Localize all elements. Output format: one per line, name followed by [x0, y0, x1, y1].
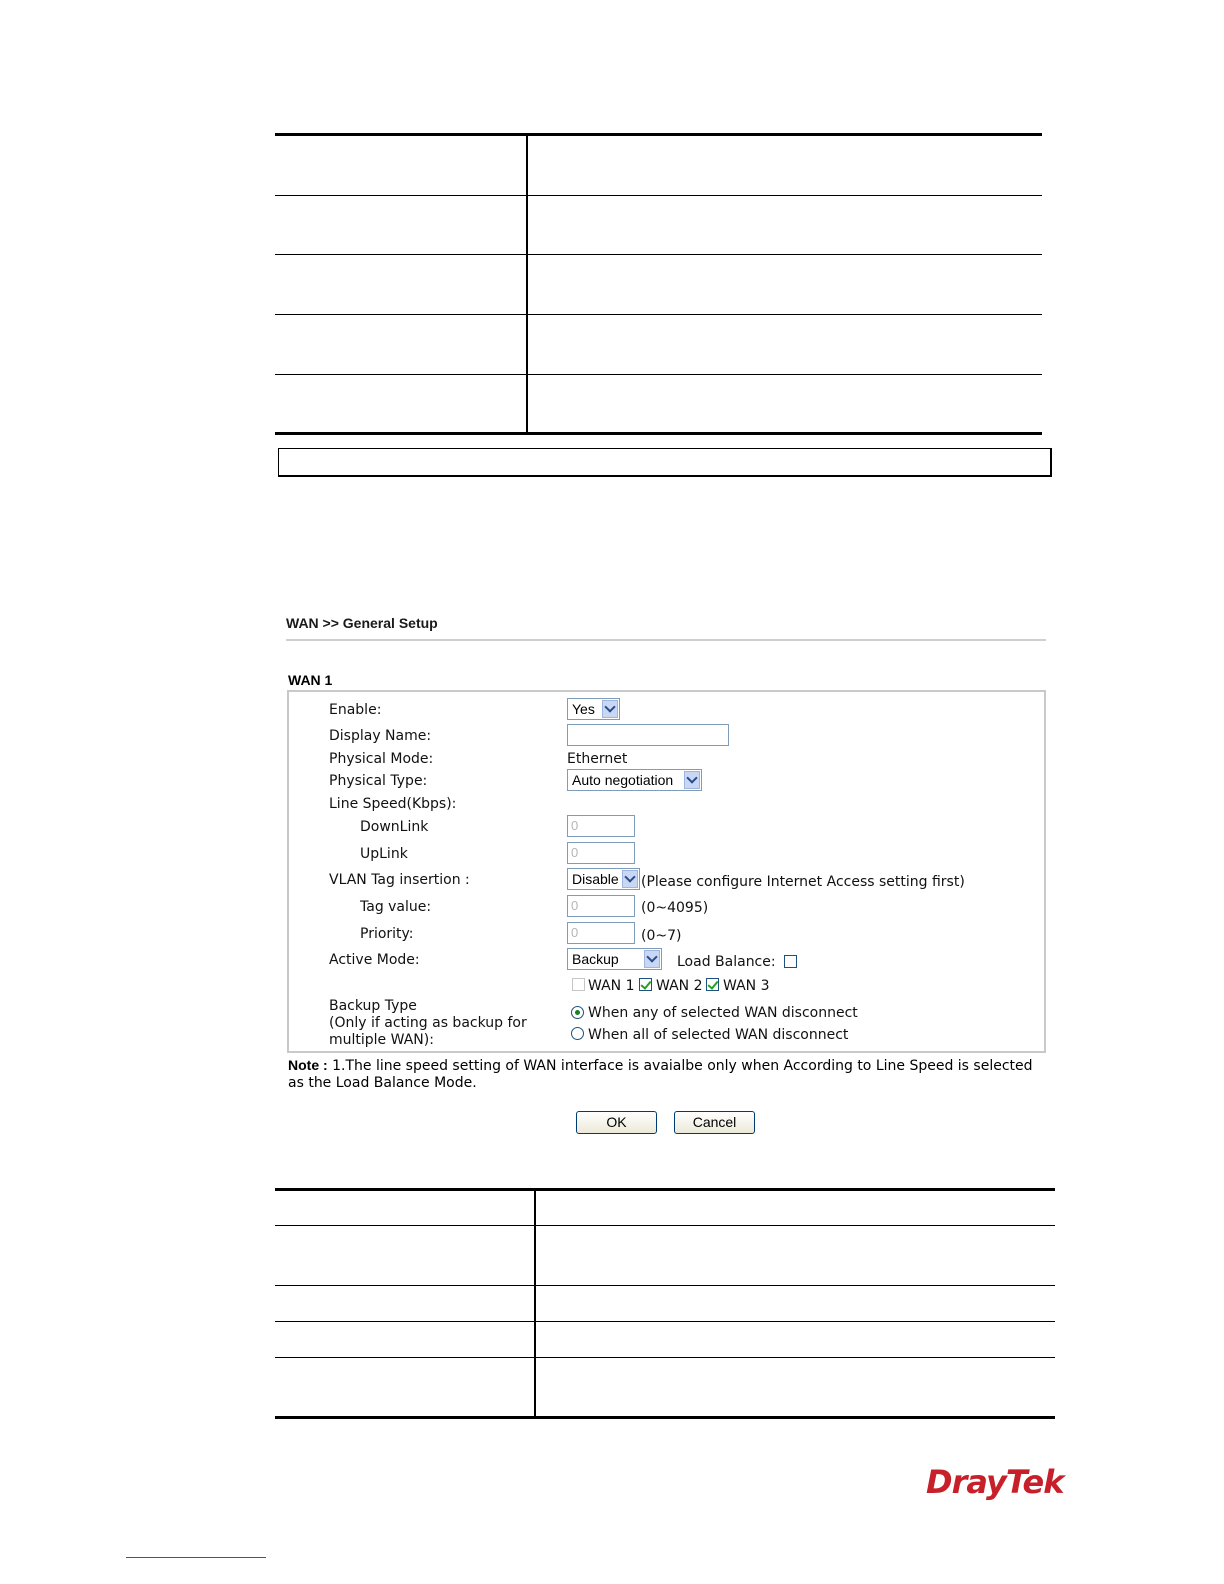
footer-link-underline — [126, 1557, 266, 1558]
table-column-divider — [534, 1188, 536, 1419]
backup-any-radio[interactable] — [571, 1006, 584, 1019]
active-mode-select[interactable] — [567, 948, 662, 970]
table-rule — [275, 254, 1042, 255]
breadcrumb: WAN >> General Setup — [286, 615, 438, 631]
table-rule — [275, 195, 1042, 196]
chevron-down-icon — [602, 700, 618, 718]
table-column-divider — [526, 133, 528, 435]
priority-input[interactable]: 0 — [567, 922, 635, 944]
table-rule — [275, 1188, 1055, 1191]
table-rule — [275, 1416, 1055, 1419]
wan2-checkbox[interactable] — [639, 978, 652, 991]
wan1-checkbox-label: WAN 1 — [588, 978, 635, 994]
priority-label: Priority: — [360, 926, 414, 942]
display-name-label: Display Name: — [329, 728, 432, 744]
table-rule — [275, 1321, 1055, 1322]
tag-value-range: (0~4095) — [641, 900, 709, 916]
title-divider — [286, 639, 1046, 641]
backup-type-sublabel: (Only if acting as backup for — [329, 1015, 527, 1031]
backup-all-label: When all of selected WAN disconnect — [588, 1027, 849, 1043]
vlan-hint: (Please configure Internet Access setting first) — [641, 874, 965, 890]
chevron-down-icon — [684, 771, 700, 789]
wan3-checkbox-label: WAN 3 — [723, 978, 770, 994]
load-balance-checkbox[interactable] — [784, 955, 797, 968]
wan1-checkbox[interactable] — [572, 978, 585, 991]
downlink-input[interactable]: 0 — [567, 815, 635, 837]
bottom-description-table — [275, 1188, 1055, 1419]
tag-value-label: Tag value: — [360, 899, 432, 915]
table-rule — [275, 374, 1042, 375]
backup-type-label: Backup Type — [329, 998, 417, 1014]
vlan-tag-select-value: Disable — [572, 871, 619, 887]
tag-value-input[interactable]: 0 — [567, 895, 635, 917]
table-rule — [275, 1357, 1055, 1358]
physical-mode-value: Ethernet — [567, 751, 628, 767]
cancel-button[interactable]: Cancel — [674, 1111, 755, 1134]
display-name-input[interactable] — [567, 724, 729, 746]
vlan-tag-label: VLAN Tag insertion : — [329, 872, 470, 888]
note-box — [278, 448, 1052, 477]
vlan-tag-select[interactable] — [567, 868, 640, 890]
load-balance-label: Load Balance: — [677, 954, 776, 970]
enable-label: Enable: — [329, 702, 382, 718]
enable-select[interactable] — [567, 698, 620, 720]
line-speed-label: Line Speed(Kbps): — [329, 796, 457, 812]
table-rule — [275, 1285, 1055, 1286]
physical-type-label: Physical Type: — [329, 773, 428, 789]
backup-all-radio[interactable] — [571, 1027, 584, 1040]
note-line-1: 1.The line speed setting of WAN interface is avaialbe only when According to Line Speed is selected — [327, 1058, 1033, 1074]
section-title: WAN 1 — [288, 672, 333, 688]
backup-type-sublabel: multiple WAN): — [329, 1032, 434, 1048]
note-prefix: Note : — [288, 1057, 328, 1073]
table-rule — [275, 432, 1042, 435]
enable-select-value: Yes — [572, 701, 595, 717]
active-mode-label: Active Mode: — [329, 952, 420, 968]
uplink-input[interactable]: 0 — [567, 842, 635, 864]
physical-type-select[interactable] — [567, 769, 702, 791]
wan3-checkbox[interactable] — [706, 978, 719, 991]
backup-any-label: When any of selected WAN disconnect — [588, 1005, 858, 1021]
uplink-label: UpLink — [360, 846, 408, 862]
top-description-table — [275, 133, 1042, 435]
wan2-checkbox-label: WAN 2 — [656, 978, 703, 994]
priority-range: (0~7) — [641, 928, 682, 944]
table-rule — [275, 1225, 1055, 1226]
chevron-down-icon — [622, 870, 638, 888]
line-speed-note — [288, 1057, 1048, 1092]
downlink-label: DownLink — [360, 819, 429, 835]
physical-type-select-value: Auto negotiation — [572, 772, 674, 788]
table-rule — [275, 314, 1042, 315]
note-line-2: as the Load Balance Mode. — [288, 1075, 477, 1091]
physical-mode-label: Physical Mode: — [329, 751, 434, 767]
table-rule — [275, 133, 1042, 136]
draytek-logo: DrayTek — [926, 1463, 1064, 1501]
ok-button[interactable]: OK — [576, 1111, 657, 1134]
active-mode-select-value: Backup — [572, 951, 619, 967]
chevron-down-icon — [644, 950, 660, 968]
